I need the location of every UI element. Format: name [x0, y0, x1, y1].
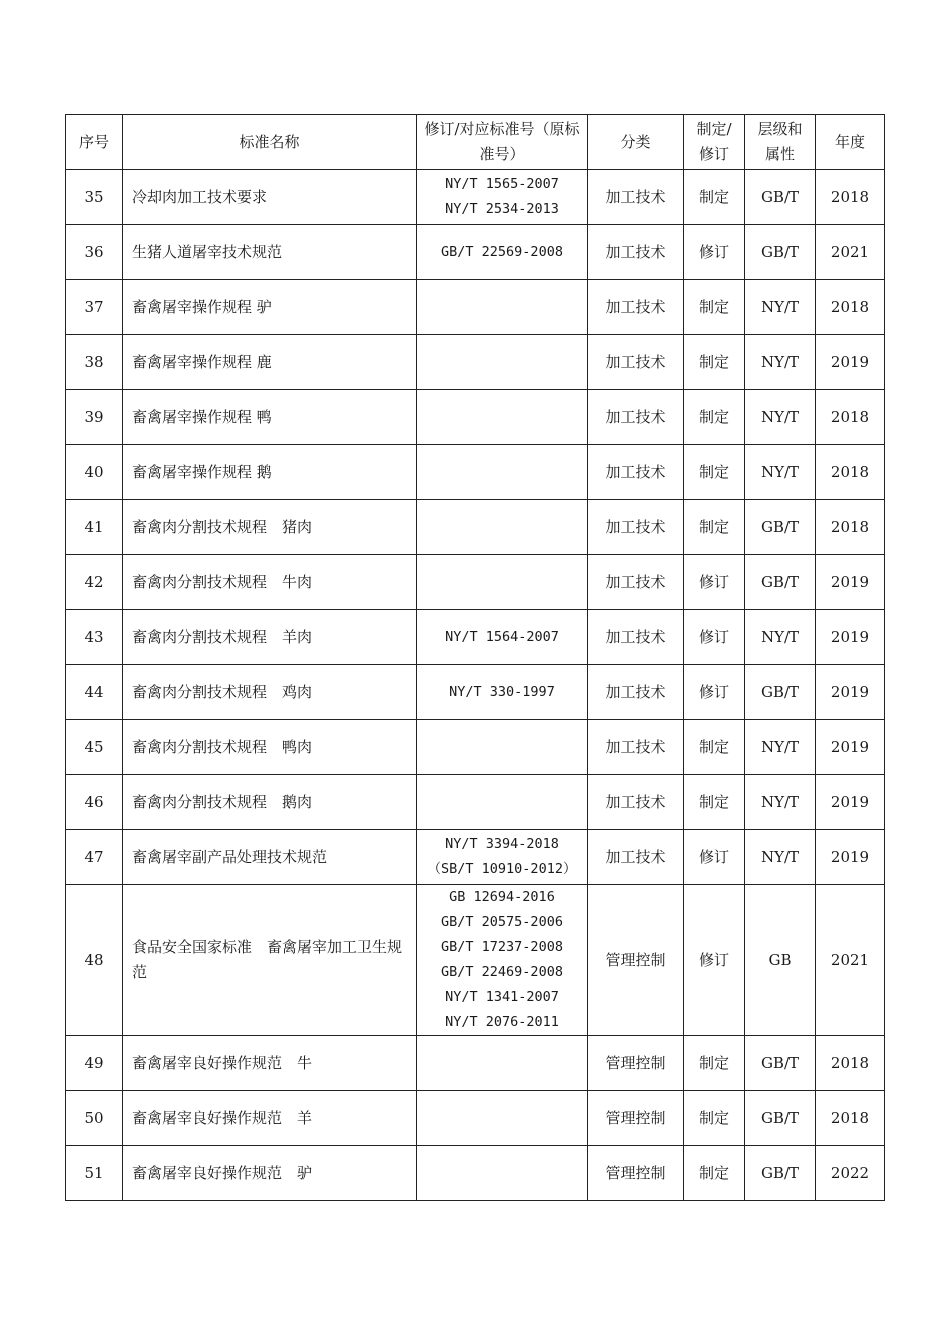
standard-code: NY/T 2534-2013 [445, 201, 559, 217]
category: 加工技术 [588, 665, 684, 720]
revision-type: 修订 [684, 885, 745, 1036]
level-attribute: NY/T [745, 720, 816, 775]
level-attribute: GB/T [745, 170, 816, 225]
standard-codes [417, 720, 588, 775]
year: 2021 [816, 225, 885, 280]
level-attribute: GB/T [745, 1146, 816, 1201]
revision-type: 修订 [684, 665, 745, 720]
year: 2019 [816, 830, 885, 885]
category: 加工技术 [588, 170, 684, 225]
table-row [66, 445, 885, 500]
year: 2019 [816, 335, 885, 390]
header-level: 层级和属性 [745, 115, 816, 170]
level-attribute: NY/T [745, 830, 816, 885]
table-row [66, 555, 885, 610]
table-row [66, 720, 885, 775]
category: 加工技术 [588, 775, 684, 830]
level-attribute: NY/T [745, 335, 816, 390]
standard-name: 食品安全国家标准 畜禽屠宰加工卫生规范 [123, 885, 417, 1036]
level-attribute: GB/T [745, 1036, 816, 1091]
standard-name: 畜禽屠宰良好操作规范 羊 [123, 1091, 417, 1146]
revision-type: 修订 [684, 555, 745, 610]
standard-code: GB/T 22469-2008 [441, 964, 563, 980]
standard-code: NY/T 1564-2007 [445, 628, 559, 645]
row-number: 44 [66, 665, 123, 720]
standard-name: 畜禽肉分割技术规程 鹅肉 [123, 775, 417, 830]
revision-type: 制定 [684, 170, 745, 225]
category: 加工技术 [588, 390, 684, 445]
year: 2018 [816, 500, 885, 555]
standard-code: GB/T 20575-2006 [441, 914, 563, 930]
category: 加工技术 [588, 830, 684, 885]
revision-type: 制定 [684, 1091, 745, 1146]
level-attribute: NY/T [745, 390, 816, 445]
table-row [66, 775, 885, 830]
level-attribute: GB/T [745, 225, 816, 280]
standard-code: GB/T 22569-2008 [441, 243, 563, 260]
row-number: 48 [66, 885, 123, 1036]
header-category: 分类 [588, 115, 684, 170]
row-number: 50 [66, 1091, 123, 1146]
standard-code: NY/T 1341-2007 [445, 989, 559, 1005]
row-number: 47 [66, 830, 123, 885]
standards-table [65, 114, 885, 1201]
row-number: 42 [66, 555, 123, 610]
revision-type: 制定 [684, 1036, 745, 1091]
standard-name: 畜禽屠宰操作规程 鸭 [123, 390, 417, 445]
standard-code: GB 12694-2016 [449, 889, 555, 905]
header-name: 标准名称 [123, 115, 417, 170]
row-number: 36 [66, 225, 123, 280]
standard-name: 畜禽屠宰副产品处理技术规范 [123, 830, 417, 885]
standard-code: GB/T 17237-2008 [441, 939, 563, 955]
standard-codes [417, 1091, 588, 1146]
revision-type: 制定 [684, 1146, 745, 1201]
table-row [66, 665, 885, 720]
level-attribute: GB/T [745, 555, 816, 610]
revision-type: 制定 [684, 775, 745, 830]
level-attribute: NY/T [745, 610, 816, 665]
year: 2022 [816, 1146, 885, 1201]
standard-codes [417, 610, 588, 665]
level-attribute: NY/T [745, 775, 816, 830]
standard-code: NY/T 3394-2018 [445, 836, 559, 852]
category: 管理控制 [588, 1146, 684, 1201]
standard-code: NY/T 1565-2007 [445, 176, 559, 192]
standard-name: 畜禽屠宰操作规程 驴 [123, 280, 417, 335]
category: 管理控制 [588, 1036, 684, 1091]
table-row [66, 1146, 885, 1201]
row-number: 49 [66, 1036, 123, 1091]
table-row [66, 280, 885, 335]
standard-codes [417, 885, 588, 1036]
category: 加工技术 [588, 555, 684, 610]
table-body [66, 170, 885, 1201]
year: 2019 [816, 720, 885, 775]
header-no: 序号 [66, 115, 123, 170]
row-number: 39 [66, 390, 123, 445]
header-type: 制定/修订 [684, 115, 745, 170]
year: 2018 [816, 445, 885, 500]
standard-name: 畜禽肉分割技术规程 鸡肉 [123, 665, 417, 720]
level-attribute: GB [745, 885, 816, 1036]
table-row [66, 885, 885, 1036]
row-number: 45 [66, 720, 123, 775]
standard-name: 畜禽屠宰良好操作规范 驴 [123, 1146, 417, 1201]
standard-codes [417, 445, 588, 500]
category: 加工技术 [588, 610, 684, 665]
standard-code: NY/T 330-1997 [449, 683, 555, 700]
table-row [66, 1036, 885, 1091]
category: 加工技术 [588, 335, 684, 390]
row-number: 38 [66, 335, 123, 390]
year: 2018 [816, 280, 885, 335]
year: 2019 [816, 555, 885, 610]
header-row [66, 115, 885, 170]
year: 2021 [816, 885, 885, 1036]
standard-codes [417, 665, 588, 720]
category: 加工技术 [588, 225, 684, 280]
table-row [66, 610, 885, 665]
standard-codes [417, 830, 588, 885]
row-number: 43 [66, 610, 123, 665]
header-year: 年度 [816, 115, 885, 170]
standard-codes [417, 170, 588, 225]
revision-type: 制定 [684, 445, 745, 500]
header-code: 修订/对应标准号（原标准号） [417, 115, 588, 170]
year: 2019 [816, 610, 885, 665]
revision-type: 制定 [684, 500, 745, 555]
standard-codes [417, 1036, 588, 1091]
standard-name: 畜禽屠宰良好操作规范 牛 [123, 1036, 417, 1091]
standard-name: 畜禽屠宰操作规程 鹅 [123, 445, 417, 500]
level-attribute: GB/T [745, 500, 816, 555]
standard-codes [417, 555, 588, 610]
row-number: 51 [66, 1146, 123, 1201]
standard-codes [417, 500, 588, 555]
year: 2019 [816, 775, 885, 830]
category: 加工技术 [588, 720, 684, 775]
revision-type: 制定 [684, 280, 745, 335]
table-row [66, 1091, 885, 1146]
standard-codes [417, 280, 588, 335]
level-attribute: GB/T [745, 1091, 816, 1146]
standard-name: 冷却肉加工技术要求 [123, 170, 417, 225]
year: 2018 [816, 390, 885, 445]
revision-type: 修订 [684, 830, 745, 885]
level-attribute: GB/T [745, 665, 816, 720]
standard-codes [417, 225, 588, 280]
standard-name: 生猪人道屠宰技术规范 [123, 225, 417, 280]
standard-codes [417, 390, 588, 445]
row-number: 41 [66, 500, 123, 555]
standard-codes [417, 775, 588, 830]
row-number: 46 [66, 775, 123, 830]
standard-name: 畜禽肉分割技术规程 鸭肉 [123, 720, 417, 775]
revision-type: 制定 [684, 335, 745, 390]
standard-name: 畜禽肉分割技术规程 猪肉 [123, 500, 417, 555]
table-row [66, 830, 885, 885]
year: 2018 [816, 1036, 885, 1091]
revision-type: 修订 [684, 610, 745, 665]
level-attribute: NY/T [745, 445, 816, 500]
standard-codes [417, 1146, 588, 1201]
level-attribute: NY/T [745, 280, 816, 335]
standard-name: 畜禽屠宰操作规程 鹿 [123, 335, 417, 390]
category: 管理控制 [588, 885, 684, 1036]
standard-name: 畜禽肉分割技术规程 羊肉 [123, 610, 417, 665]
standard-code: （SB/T 10910-2012） [427, 861, 577, 877]
revision-type: 制定 [684, 390, 745, 445]
year: 2018 [816, 1091, 885, 1146]
table-row [66, 225, 885, 280]
table-row [66, 170, 885, 225]
table-row [66, 500, 885, 555]
row-number: 37 [66, 280, 123, 335]
category: 加工技术 [588, 445, 684, 500]
revision-type: 修订 [684, 225, 745, 280]
category: 加工技术 [588, 280, 684, 335]
standard-code: NY/T 2076-2011 [445, 1014, 559, 1030]
table-row [66, 335, 885, 390]
table-row [66, 390, 885, 445]
standard-name: 畜禽肉分割技术规程 牛肉 [123, 555, 417, 610]
standard-codes [417, 335, 588, 390]
revision-type: 制定 [684, 720, 745, 775]
category: 管理控制 [588, 1091, 684, 1146]
year: 2019 [816, 665, 885, 720]
row-number: 35 [66, 170, 123, 225]
category: 加工技术 [588, 500, 684, 555]
year: 2018 [816, 170, 885, 225]
row-number: 40 [66, 445, 123, 500]
